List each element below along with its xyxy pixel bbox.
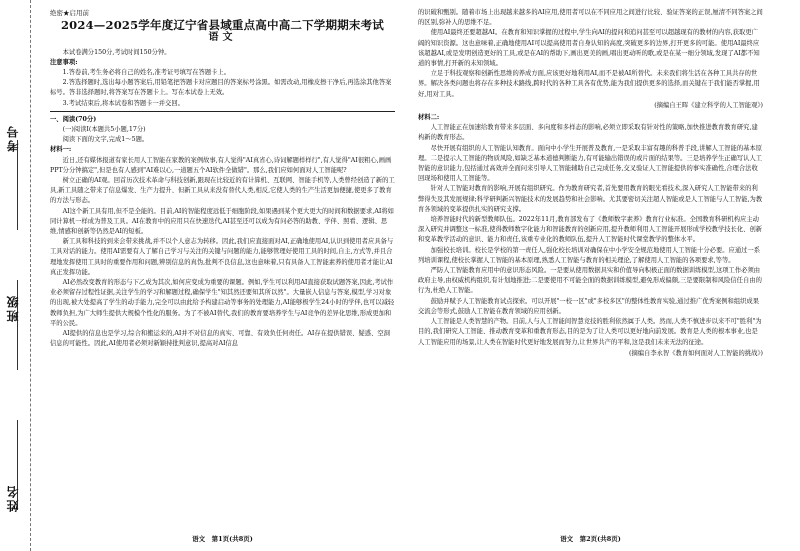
divider xyxy=(50,111,395,112)
page-2-column xyxy=(418,8,763,361)
section-heading: 一、阅读(70分) xyxy=(50,115,97,123)
body-paragraph: 鼓励并赋予人工智能教育试点探索。可以开展"一校一区"或"多校多区"的整体性教育实验,通过推广优秀案例和组织成果交流会等形式,鼓励人工智能在教育领域的应用创新。 xyxy=(418,297,760,315)
body-paragraph: 使用AI最终还要超越AI。在教育和知识掌握的过程中,学生向AI的提问和追问甚至可以超越现有的教材的内容,获取更广阔的知识资源。这也意味着,正确地使用AI可以提高使用者自身认知的高度,突破更多的边界,打开更多的可能。使用AI最终应该超越AI,或是发明创造更好的工具,或是在AI的帮助下,画出更美的画,唱出更动听的歌,或是在某一细分领域,发现了AI都不知道的事情,打开新的未知领域。 xyxy=(418,29,760,68)
body-paragraph: 近日,还有媒体报道有家长用人工智能在家教的案例故事,有人觉得"AI真省心,诗词解题样样行",有人觉得"AI很粗心,画画PPT分分钟搞定",但是也有人感到"AI难以心,一道题五个AI软件全做错"。那么,我们应如何面对人工智能呢? xyxy=(50,156,392,174)
body-paragraph: 尽快开展有组织的人工智能认知教育。面向中小学生开展普及教育,一是采取丰富有趣的科普手段,讲解人工智能的基本原理。二是提示人工智能的物质风险,如缺乏基本道德判断能力,有可能输出错误的或片面的结果等。三是培养学生正确写认人工智能的意识能力,包括通过高效并全面问来引导人工智能辅助自己完成任务,交叉验证人工智能提供的事实准确性,合理合法收回现场和使用人工智能等。 xyxy=(418,144,763,183)
body-paragraph: 新工具和科技的到来会带来挑战,并不以个人意志为转移。因此,我们应直接面对AI,正确地使用AI,认识到使用者应具备与工具对话的能力。使用AI需要有人了解自己学习与关注的关键与问题的能力,能够管理好使用工具的时间,自主,方式等,并且合理地发挥使用工具时的重要作用和问题,辨别信息的真伪,批判不良信息,这也意味着,只有具备人工智能素养的使用者才能让AI真正发挥功能。 xyxy=(50,238,394,276)
note-item: 1.答卷前,考生务必将自己的姓名,准考证号填写在答题卡上。 xyxy=(62,69,231,77)
subsection-heading: (一)阅读Ⅰ(本题共5小题,17分) xyxy=(62,126,146,134)
notes-heading: 注意事项: xyxy=(50,58,78,66)
secret-mark: 绝密★启用前 xyxy=(50,9,89,17)
exam-intro: 本试卷满分150分,考试时间150分钟。 xyxy=(62,48,171,56)
page-1-column xyxy=(50,8,395,350)
body-paragraph: 立足于科技观察和创新性思维的养成方面,应该更好地利用AI,而不是被AI所替代。未来我们将生活在各种工具共存的世界。解决各类问题也将存在多种技术路线,跨时代的各种工具各有优势,能为我们提供更多的选择,而关键在于我们能否掌握,用好,用对工具。 xyxy=(418,70,760,98)
body-paragraph: 人工智能是人类智慧的产物。目前,人与人工智能间智慧竞技的胜利依然属于人类。然而,人类不慎进步以来不可"胜利"为目的,我们研究人工智能、推动教育变革和重教育形态,目的是为了让人类可以更好地向前发展。教育是人类的根本事业,也是人工智能应用的场景,让人类在智能时代更好地发展而努力,让世界共产的平和,这是我们未来无法的征途。 xyxy=(418,318,762,346)
page-footer: 语文 第2页(共8页) xyxy=(560,535,621,543)
body-paragraph: 的识破和甄别。随着市场上出现越来越多的AI应用,使用者可以在不同应用之间进行比较、验证答案的正误,厘清不同答案之间的区别,弥补人的思维不足。 xyxy=(418,9,763,27)
reading-instruction: 阅读下面的文字,完成1～5题。 xyxy=(62,136,149,144)
body-paragraph: AI提供的信息也是学习,综合和搬运来的,AI并不对信息的真实、可靠、有效负任何责任。AI存在提供错误、疑惑、空洞信息的可能性。因此,AI使用者必须对新颖持批判意识,提高对AI信息 xyxy=(50,330,390,348)
exam-number-blank xyxy=(17,140,18,230)
body-paragraph: 培养智能时代的新型教师队伍。2022年11月,教育部发布了《教师数字素养》教育行业标准。全国教育科研机构应主动深入研究并调整这一标准,使得教师数字化能力和智能教育的创新应用,提升教师利用人工智能开展形成学校教学技长化、创新和变革教学活动的意识、能力和责任,该重专业化的教师队伍,提升人工智能时代课堂教学的整体水平。 xyxy=(418,216,763,244)
page-footer: 语文 第1页(共8页) xyxy=(192,535,253,543)
body-paragraph: 严防人工智能教育应用中的意识形态风险。一是要从使用数据具实和价值导向积极正面的数据训练模型,这项工作必须由政府主导,由权威机构组织,有计划地推进;二是要使用不可能全面的数据训练模型,避免形成偏颇,三是要限制和风险信任自由的行为,杜绝人工智能。 xyxy=(418,267,762,295)
name-label: 姓名 xyxy=(6,484,20,512)
source-citation: (摘编自王晖《建立科学的人工智能观》) xyxy=(654,101,763,109)
class-label: 班级 xyxy=(6,294,20,322)
body-paragraph: AI必然改变教育的形态与下乙成为其次,如何应变成为重要的课题。例如,学生可以利用AI直接获取试题答案,因此,考试作业必须留存过程性证据,关注学生的学习和解题过程,确保学生"知其然还要知其所以然"。大量嵌人信息与答案,模型,学习对象的出现,被大处提高了学生的动手能力,完全可以由此给予构建启动等事务的处理能力,AI能够极学生24小时的学伴,也可以减轻教师负担,为广大师生提供大规模个性化的服务。为了不被AI替代,我们的教育要培养学生与AI竞争的差异化思维,形成更加和平的公民。 xyxy=(50,279,395,327)
note-item: 2.答选择题时,选出每小题答案后,用铅笔把答题卡对应题目的答案标号涂黑。如需改动,用橡皮擦干净后,再选涂其他答案标号。答非选择题时,将答案写在答题卡上。写在本试卷上无效。 xyxy=(50,79,392,97)
material-label: 材料二: xyxy=(418,114,440,122)
body-paragraph: 加强校长培训。校长是学校的第一责任人,强化校长培训对确保在中小学安全规范地使用人工智能十分必要。应通过一系列培训课程,使校长掌握人工智能的基本原理,熟悉人工智能与教育的相关理论,了解使用人工智能的各项要求,等等。 xyxy=(418,246,761,264)
binding-cut-line xyxy=(30,0,31,551)
body-paragraph: 针对人工智能对教育的影响,开展有组织研究。作为教育研究者,首先要用教育的眼光看技术,深入研究人工智能带来的利弊得失及其发展规律;科学研判新兴智能技术的发展趋势和社会影响。尤其要密切关注超人智能或是人工智能与人工智能,为教育各领域的变革提供扎实的研究支撑。 xyxy=(418,185,763,213)
subject-title: 语文 xyxy=(208,32,237,44)
body-paragraph: AI这个新工具有用,但不是全能的。目前,AI的智能程度远低于细胞阶段,如果遇到某个更大更大的时间和数据要求,AI将如同计算机一样成为普及工具。AI在教育中的应用只在快速迭代,AI甚至还可以成为有问必答的助教、学伴、照看、逻辑、思维,情感和创新等仍然是AI的短板。 xyxy=(50,207,394,236)
note-item: 3.考试结束后,将本试卷和答题卡一并交回。 xyxy=(62,99,184,107)
material-label: 材料一: xyxy=(50,146,72,154)
exam-number-label: 考号 xyxy=(6,124,20,152)
exam-title: 2024—2025学年度辽宁省县域重点高中高二下学期期末考试 xyxy=(60,18,384,33)
source-citation: (摘编自李永智《教育如何面对人工智能的挑战》) xyxy=(629,349,763,357)
body-paragraph: 人工智能正在加速给教育带来多层面、多向度和多样态的影响,必须立即采取有针对性的策略,加快推进教育教育研究,建构新的教育形态。 xyxy=(418,124,758,142)
binding-margin xyxy=(0,0,42,551)
body-paragraph: 树立正确的AI观。回首历次技术革命与科技创新,跟现在比较近的有计算机、互联网、智能手机等,人类曾经创造了新的工具,新工具随之带来了信息爆发、生产力提升、但新工具从来没有替代人类,相反,它使人类的生产生活更加便捷,使更多了教育的方法与形态。 xyxy=(50,177,395,205)
